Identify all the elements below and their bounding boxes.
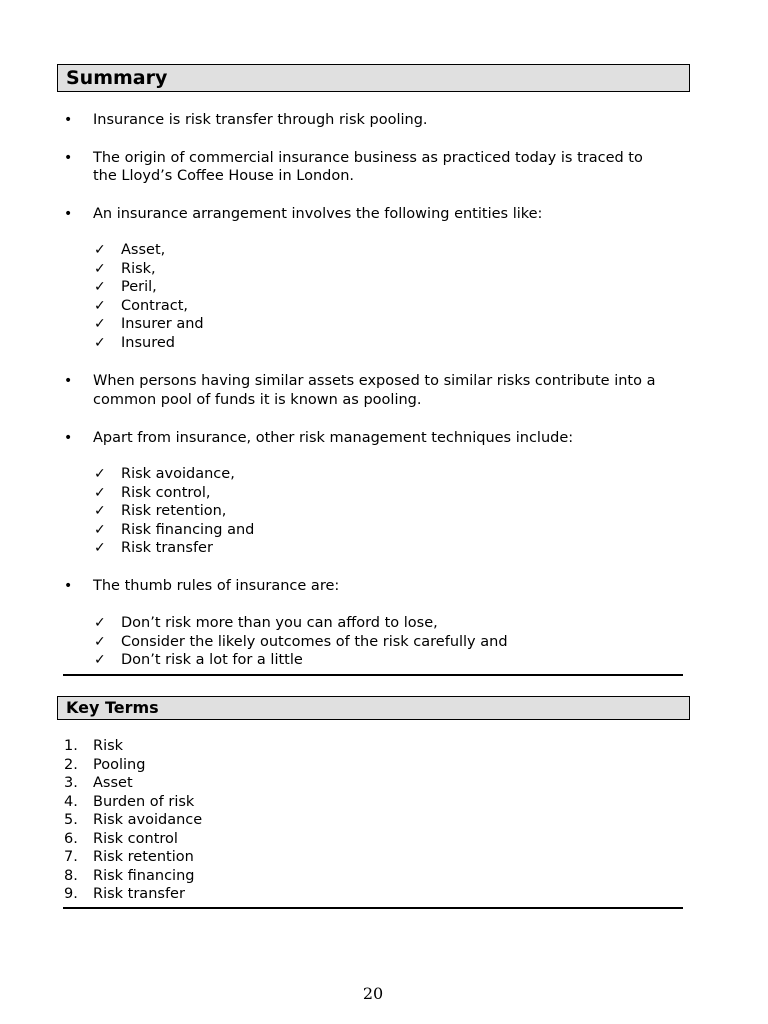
key-term-item: Risk financing — [93, 868, 195, 884]
checkmark-icon: ✓ — [94, 466, 106, 482]
key-term-item: Asset — [93, 775, 133, 791]
summary-line: The thumb rules of insurance are: — [93, 578, 340, 594]
key-term-item: Risk transfer — [93, 886, 185, 902]
key-term-number: 7. — [64, 849, 78, 865]
check-item: Risk avoidance, — [121, 466, 235, 482]
key-term-number: 4. — [64, 794, 78, 810]
key-term-item: Risk control — [93, 831, 178, 847]
checkmark-icon: ✓ — [94, 615, 106, 631]
checkmark-icon: ✓ — [94, 279, 106, 295]
key-term-number: 9. — [64, 886, 78, 902]
bullet-icon: • — [64, 373, 73, 389]
key-term-item: Burden of risk — [93, 794, 195, 810]
checkmark-icon: ✓ — [94, 335, 106, 351]
section-divider — [63, 674, 683, 676]
check-item: Don’t risk a lot for a little — [121, 652, 303, 668]
check-item: Asset, — [121, 242, 166, 258]
check-item: Contract, — [121, 298, 188, 314]
summary-line: Apart from insurance, other risk management techniques include: — [93, 430, 574, 446]
key-term-number: 2. — [64, 757, 78, 773]
bullet-icon: • — [64, 430, 73, 446]
key-term-number: 1. — [64, 738, 78, 754]
check-item: Risk financing and — [121, 522, 255, 538]
key-terms-title: Key Terms — [66, 698, 159, 717]
summary-line: Insurance is risk transfer through risk pooling. — [93, 112, 428, 128]
key-term-number: 6. — [64, 831, 78, 847]
checkmark-icon: ✓ — [94, 298, 106, 314]
checkmark-icon: ✓ — [94, 540, 106, 556]
page-number: 20 — [362, 984, 384, 1003]
checkmark-icon: ✓ — [94, 652, 106, 668]
checkmark-icon: ✓ — [94, 261, 106, 277]
checkmark-icon: ✓ — [94, 634, 106, 650]
summary-line: An insurance arrangement involves the following entities like: — [93, 206, 543, 222]
check-item: Insured — [121, 335, 175, 351]
check-item: Insurer and — [121, 316, 204, 332]
summary-line: common pool of funds it is known as pooling. — [93, 392, 422, 408]
checkmark-icon: ✓ — [94, 316, 106, 332]
bullet-icon: • — [64, 112, 73, 128]
summary-title: Summary — [66, 67, 168, 89]
section-divider — [63, 907, 683, 909]
key-term-item: Risk retention — [93, 849, 194, 865]
summary-line: When persons having similar assets exposed to similar risks contribute into a — [93, 373, 656, 389]
key-terms-heading-box — [57, 696, 690, 720]
key-term-number: 5. — [64, 812, 78, 828]
key-term-item: Risk avoidance — [93, 812, 203, 828]
check-item: Don’t risk more than you can afford to lose, — [121, 615, 438, 631]
bullet-icon: • — [64, 206, 73, 222]
summary-line: the Lloyd’s Coffee House in London. — [93, 168, 355, 184]
summary-line: The origin of commercial insurance business as practiced today is traced to — [93, 150, 643, 166]
key-term-number: 8. — [64, 868, 78, 884]
key-term-item: Pooling — [93, 757, 146, 773]
check-item: Risk transfer — [121, 540, 213, 556]
key-term-number: 3. — [64, 775, 78, 791]
check-item: Peril, — [121, 279, 157, 295]
bullet-icon: • — [64, 150, 73, 166]
key-term-item: Risk — [93, 738, 124, 754]
checkmark-icon: ✓ — [94, 522, 106, 538]
check-item: Risk control, — [121, 485, 211, 501]
checkmark-icon: ✓ — [94, 242, 106, 258]
checkmark-icon: ✓ — [94, 485, 106, 501]
check-item: Risk retention, — [121, 503, 227, 519]
check-item: Consider the likely outcomes of the risk carefully and — [121, 634, 508, 650]
checkmark-icon: ✓ — [94, 503, 106, 519]
bullet-icon: • — [64, 578, 73, 594]
summary-heading-box — [57, 64, 690, 92]
check-item: Risk, — [121, 261, 156, 277]
